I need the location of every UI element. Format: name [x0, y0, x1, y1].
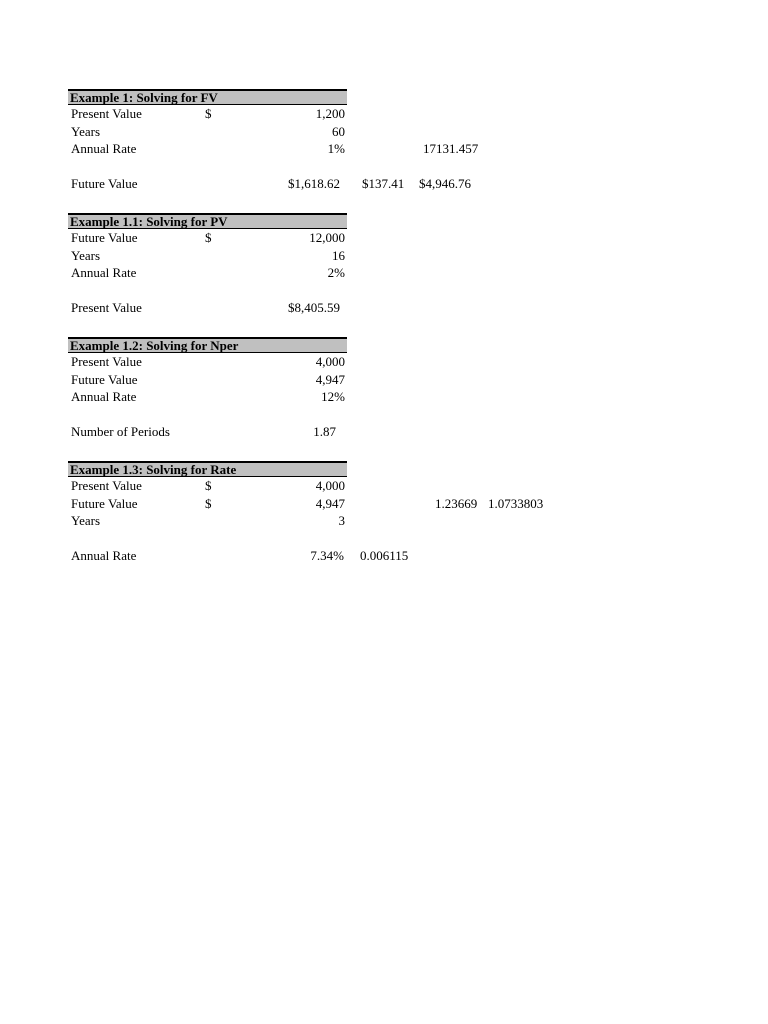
row-value: 2%: [327, 265, 345, 280]
extra-value-2: 1.0733803: [488, 495, 544, 511]
currency-symbol: $: [205, 230, 212, 245]
row-label: Annual Rate: [71, 265, 137, 280]
result-label: Number of Periods: [71, 423, 170, 439]
example-1-3-row-present-value: [68, 477, 588, 495]
row-label: Annual Rate: [71, 389, 137, 404]
example-1-header: [68, 89, 347, 105]
example-1-1-row-years: [68, 247, 588, 265]
row-label: Future Value: [71, 371, 138, 387]
row-label: Future Value: [71, 230, 138, 245]
example-1-2-row-result: [68, 423, 588, 441]
currency-symbol: $: [205, 478, 212, 493]
result-label: Annual Rate: [71, 547, 137, 563]
example-1-2-block: [68, 337, 588, 440]
example-1-2-row-present-value: [68, 353, 588, 371]
example-1-block: [68, 89, 588, 192]
example-1-3-header: [68, 461, 347, 477]
extra-value-2: $4,946.76: [419, 175, 471, 191]
row-label: Years: [71, 513, 101, 528]
example-1-title: Example 1: Solving for FV: [70, 90, 218, 105]
example-1-1-header: [68, 213, 347, 229]
row-label: Present Value: [71, 354, 142, 369]
example-1-2-header: [68, 337, 347, 353]
row-label: Future Value: [71, 495, 138, 511]
example-1-row-annual-rate: [68, 140, 588, 158]
example-1-1-row-annual-rate: [68, 264, 588, 282]
example-1-3-title: Example 1.3: Solving for Rate: [70, 462, 237, 477]
example-1-3-block: [68, 461, 588, 564]
example-1-3-row-future-value: [68, 495, 588, 513]
example-1-3-row-result: [68, 547, 588, 565]
row-value: 4,947: [315, 371, 345, 387]
result-value: $1,618.62: [288, 175, 340, 191]
example-1-2-title: Example 1.2: Solving for Nper: [70, 338, 239, 353]
example-1-row-present-value: [68, 105, 588, 123]
row-value: 12,000: [309, 230, 345, 245]
row-value: 1,200: [315, 106, 345, 121]
example-1-1-row-result: [68, 299, 588, 317]
row-value: 4,947: [315, 495, 345, 511]
currency-symbol: $: [205, 495, 212, 511]
example-1-2-row-future-value: [68, 371, 588, 389]
row-value: 12%: [321, 389, 345, 404]
row-label: Present Value: [71, 478, 142, 493]
example-1-2-row-annual-rate: [68, 388, 588, 406]
currency-symbol: $: [205, 106, 212, 121]
example-1-1-title: Example 1.1: Solving for PV: [70, 214, 228, 229]
row-label: Annual Rate: [71, 141, 137, 156]
result-label: Present Value: [71, 299, 142, 315]
row-value: 16: [332, 247, 345, 263]
row-value: 1%: [327, 141, 345, 156]
result-label: Future Value: [71, 175, 138, 191]
extra-value: 0.006115: [360, 547, 409, 563]
example-1-3-row-years: [68, 512, 588, 530]
example-1-1-row-future-value: [68, 229, 588, 247]
row-value: 4,000: [315, 354, 345, 369]
row-value: 3: [338, 513, 345, 528]
row-value: 4,000: [315, 478, 345, 493]
example-1-row-years: [68, 123, 588, 141]
row-label: Present Value: [71, 106, 142, 121]
row-label: Years: [71, 123, 101, 139]
example-1-1-block: [68, 213, 588, 316]
result-value: 7.34%: [310, 547, 344, 563]
result-value: 1.87: [313, 423, 336, 439]
row-label: Years: [71, 247, 101, 263]
row-value: 60: [332, 123, 345, 139]
extra-value: 17131.457: [423, 141, 479, 156]
extra-value-1: 1.23669: [435, 495, 478, 511]
extra-value-1: $137.41: [362, 175, 405, 191]
result-value: $8,405.59: [288, 299, 340, 315]
example-1-row-result: [68, 175, 588, 193]
